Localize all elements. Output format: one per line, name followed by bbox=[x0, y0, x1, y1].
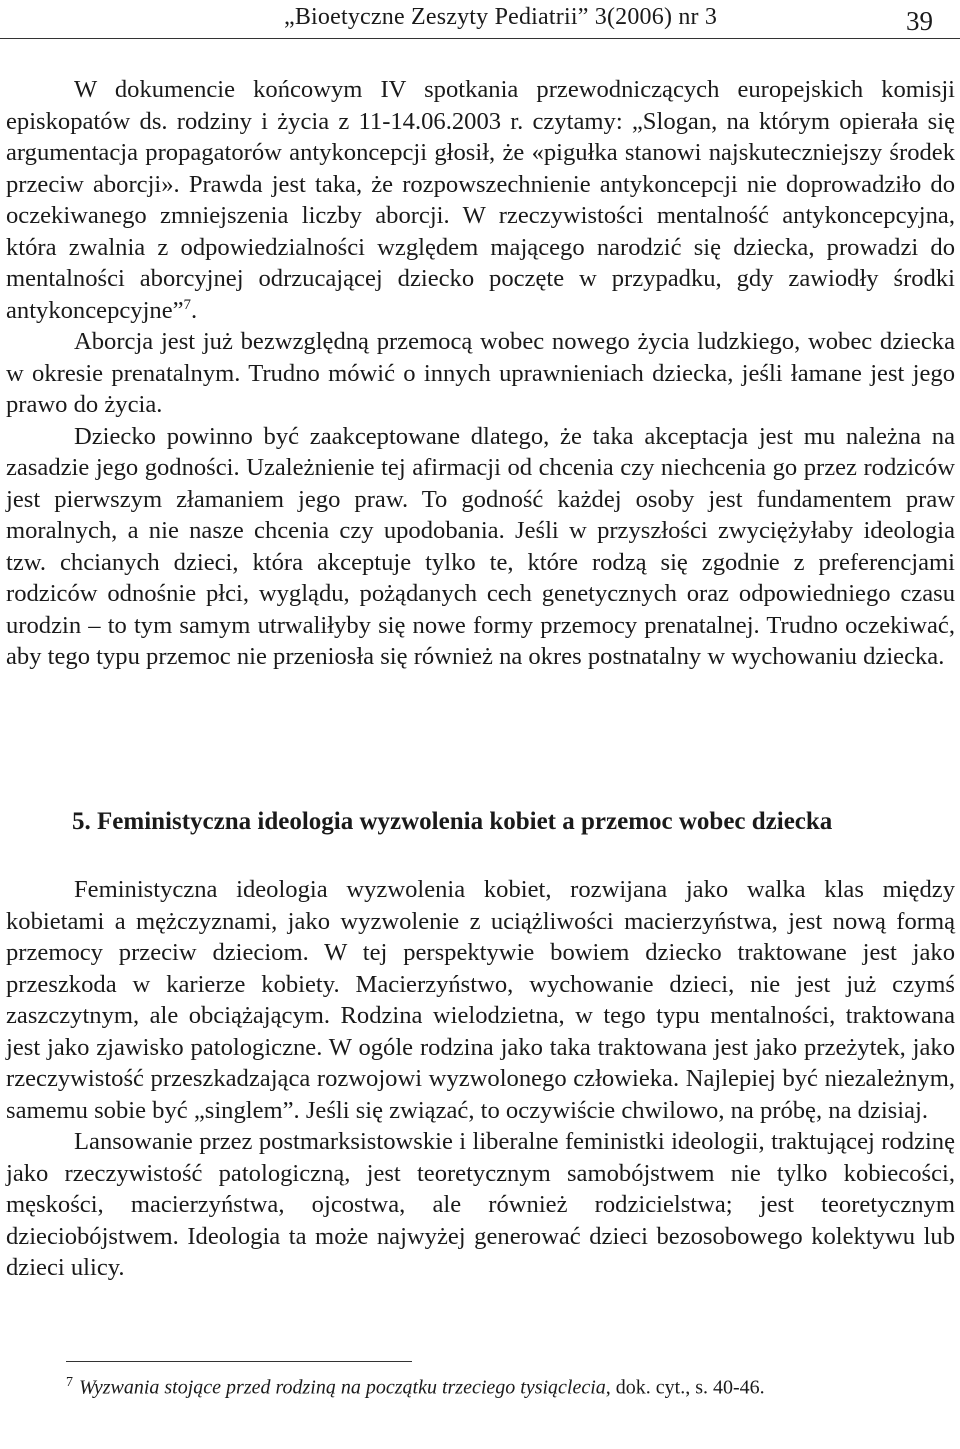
footnote bbox=[66, 1375, 926, 1400]
paragraph-abortion: Aborcja jest już bezwzględną przemocą wobec nowego życia ludzkiego, wobec dziecka w okresie prenatalnym. Trudno mówić o innych uprawnieniach dziecka, jeśli łamane jest jego prawo do życia. bbox=[6, 328, 955, 418]
body-text-section-4 bbox=[6, 74, 955, 673]
footnote-title: Wyzwania stojące przed rodziną na początku trzeciego tysiąclecia bbox=[79, 1376, 606, 1399]
paragraph-episcopate-quote: W dokumencie końcowym IV spotkania przewodniczących europejskich komisji episkopatów ds. rodziny i życia z 11-14.06.2003 r. czytamy: „Slogan, na którym opierała się argumentacja propagatorów antykoncepcji głosił, że «pigułka stanowi najskuteczniejszy środek przeciw aborcji». Prawda jest taka, że rozpowszechnienie antykoncepcji nie doprowadziło do oczekiwanego zmniejszenia liczby aborcji. W rzeczywistości mentalność antykoncepcyjna, która zwalnia z odpowiedzialności względem mającego narodzić się dziecka, prowadzi do mentalności aborcyjnej odrzucającej dziecko poczęte w przypadku, gdy zawiodły środki antykoncepcyjne”$^7$. bbox=[6, 76, 955, 324]
journal-title: „Bioetyczne Zeszyty Pediatrii” 3(2006) nr 3 bbox=[284, 4, 718, 30]
page-number: 39 bbox=[906, 6, 933, 36]
paragraph-dignity: Dziecko powinno być zaakceptowane dlatego, że taka akceptacja jest mu należna na zasadzie jego godności. Uzależnienie tej afirmacji od chcenia czy niechcenia go przez rodziców jest pierwszym złamaniem jego praw. To godność każdej osoby jest fundamentem praw moralnych, a nie nasze chcenia czy upodobania. Jeśli w przyszłości zwyciężyłaby ideologia tzw. chcianych dzieci, która akceptuje tylko te, które rodzą się zgodnie z preferencjami rodziców odnośnie płci, wyglądu, pożądanych cech genetycznych oraz odpowiedniego czasu urodzin – to tym samym utrwaliłyby się nowe formy przemocy prenatalnej. Trudno oczekiwać, aby tego typu przemoc nie przeniosła się również na okres postnatalny w wychowaniu dziecka. bbox=[6, 422, 955, 670]
footnote-number: 7 bbox=[66, 1375, 73, 1390]
footnote-rule bbox=[66, 1361, 412, 1362]
footnote-suffix: , dok. cyt., s. 40-46. bbox=[605, 1376, 765, 1399]
footnote-ref: 7 bbox=[183, 296, 192, 313]
paragraph-feminist-ideology: Feministyczna ideologia wyzwolenia kobiet, rozwijana jako walka klas między kobietami a mężczyznami, jako wyzwolenie z uciążliwości macierzyństwa, jest nową formą przemocy przeciw dzieciom. W tej perspektywie bowiem dziecko traktowane jest jako przeszkoda w karierze kobiety. Macierzyństwo, wychowanie dzieci, nie jest już czymś zaszczytnym, ale obciążającym. Rodzina wielodzietna, w tego typu mentalności, traktowana jest jako zjawisko patologiczne. W ogóle rodzina jako taka traktowana jest jako przeżytek, jako rzeczywistość przeszkadzająca rozwojowi wyzwolonego człowieka. Najlepiej być niezależnym, samemu sobie być „singlem”. Jeśli się związać, to oczywiście chwilowo, na próbę, na dzisiaj. bbox=[6, 876, 955, 1124]
running-header bbox=[0, 2, 960, 40]
paragraph-postmarxist: Lansowanie przez postmarksistowskie i liberalne feministki ideologii, traktującej rodzinę jako rzeczywistość patologiczną, jest teoretycznym samobójstwem nie tylko kobiecości, męskości, macierzyństwa, ojcostwa, ale również rodzicielstwa; jest teoretycznym dzieciobójstwem. Ideologia ta może najwyżej generować dzieci bezosobowego kolektywu lub dzieci ulicy. bbox=[6, 1128, 955, 1281]
body-text-section-5 bbox=[6, 874, 955, 1284]
paragraph-text: W dokumencie końcowym IV spotkania przewodniczących europejskich komisji episkopatów ds. rodziny i życia z 11-14.06.2003 r. czytamy: „Slogan, na którym opierała się argumentacja propagatorów antykoncepcji głosił, że «pigułka stanowi najskuteczniejszy środek przeciw aborcji». Prawda jest taka, że rozpowszechnienie antykoncepcji nie doprowadziło do oczekiwanego zmniejszenia liczby aborcji. W rzeczywistości mentalność antykoncepcyjna, która zwalnia z odpowiedzialności względem mającego narodzić się dziecka, prowadzi do mentalności aborcyjnej odrzucającej dziecko poczęte w przypadku, gdy zawiodły środki antykoncepcyjne” bbox=[6, 76, 955, 324]
section-number: 5. bbox=[72, 808, 91, 835]
header-rule bbox=[0, 38, 960, 39]
section-heading bbox=[72, 808, 952, 836]
section-title: Feministyczna ideologia wyzwolenia kobiet a przemoc wobec dziecka bbox=[97, 808, 833, 835]
